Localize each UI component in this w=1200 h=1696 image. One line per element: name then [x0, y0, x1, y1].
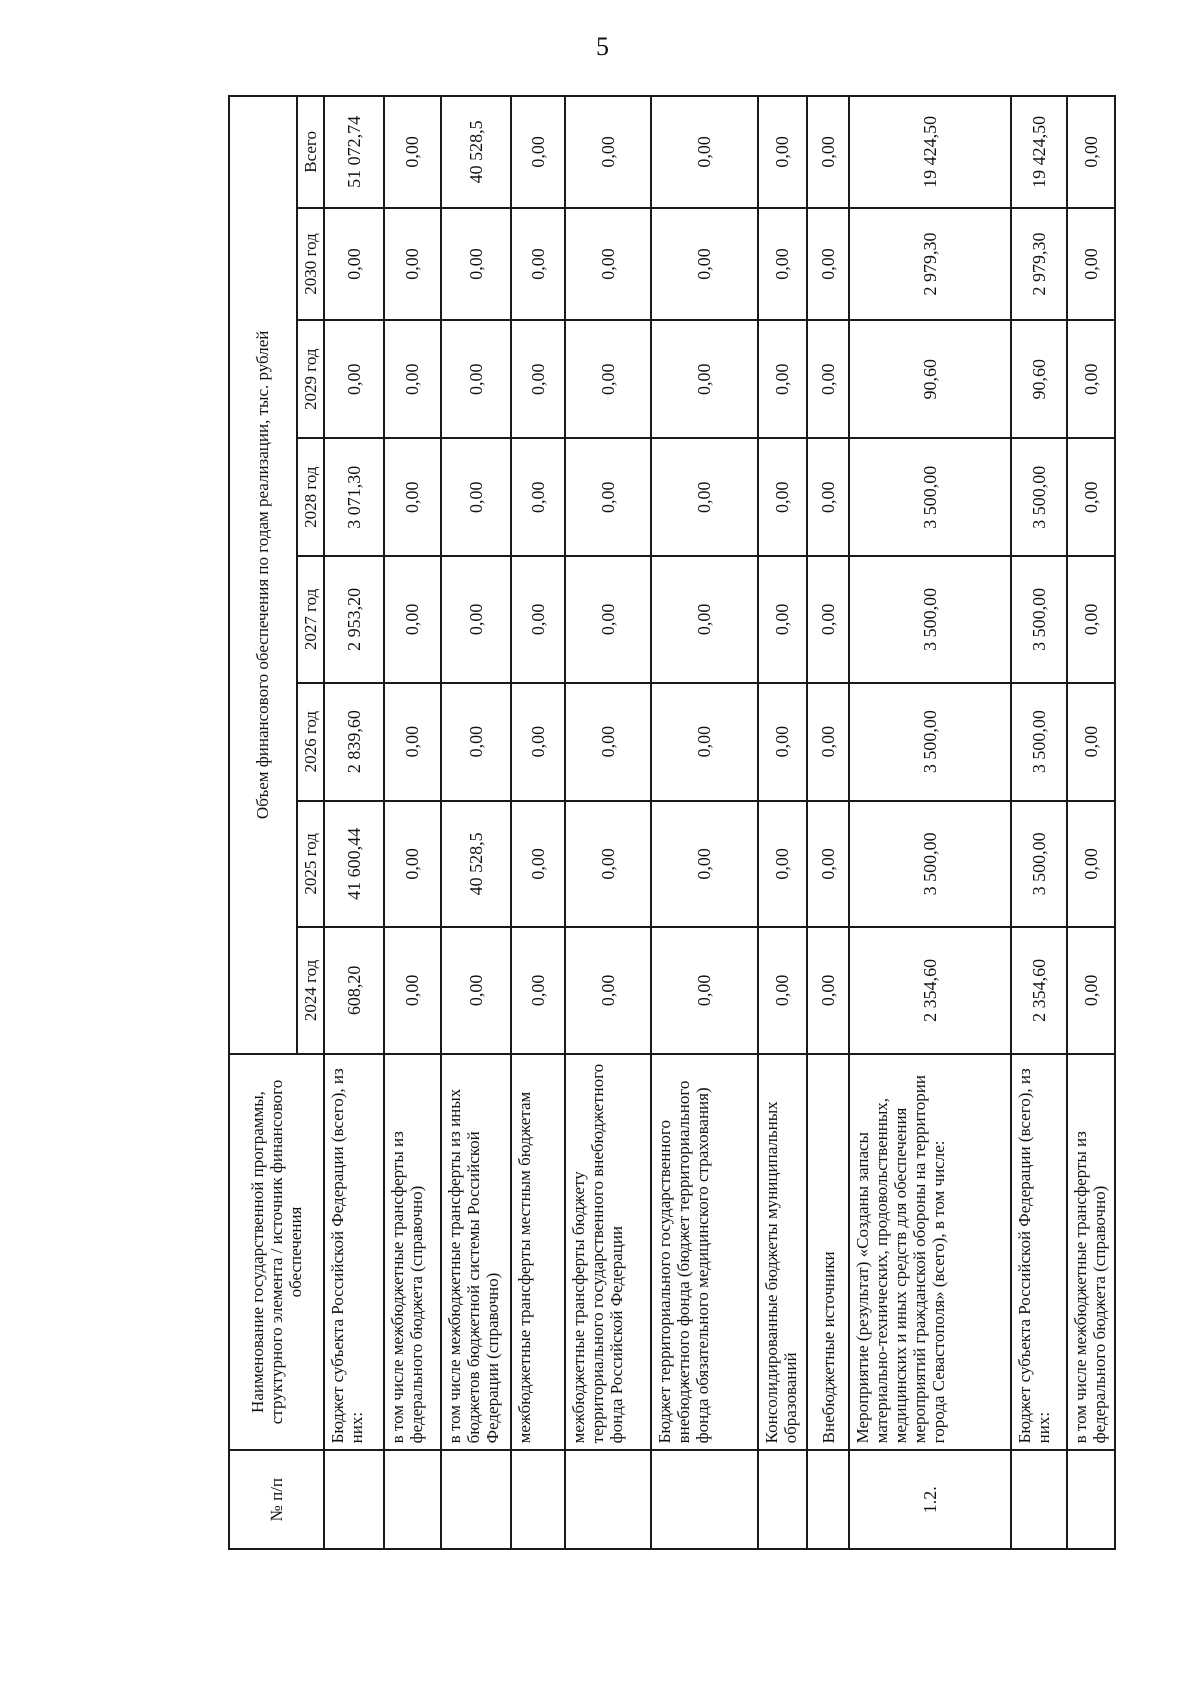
row-number: [384, 1450, 441, 1549]
cell-value: 3 500,00: [849, 683, 1011, 801]
cell-value: 0,00: [758, 556, 807, 683]
cell-value: 0,00: [565, 556, 651, 683]
cell-value: 0,00: [651, 801, 758, 928]
cell-value: 608,20: [324, 927, 384, 1054]
row-source-name: в том числе межбюджетные трансферты из федерального бюджета (справочно): [1067, 1054, 1115, 1451]
header-year: 2027 год: [297, 556, 324, 683]
table-row: [384, 96, 441, 1549]
cell-value: 0,00: [384, 320, 441, 438]
cell-value: 0,00: [384, 927, 441, 1054]
cell-value: 0,00: [511, 556, 565, 683]
cell-total: 0,00: [384, 96, 441, 208]
cell-value: 90,60: [849, 320, 1011, 438]
cell-value: 3 500,00: [1011, 801, 1067, 928]
cell-value: 40 528,5: [441, 801, 511, 928]
header-volume: Объем финансового обеспечения по годам реализации, тыс. рублей: [229, 96, 297, 1054]
cell-value: 0,00: [1067, 320, 1115, 438]
cell-value: 0,00: [565, 208, 651, 321]
row-number: [511, 1450, 565, 1549]
cell-value: 0,00: [758, 927, 807, 1054]
cell-value: 0,00: [565, 801, 651, 928]
cell-value: 2 354,60: [849, 927, 1011, 1054]
header-name: Наименование государственной программы, структурного элемента / источник финансового обеспечения: [229, 1054, 324, 1451]
cell-value: 0,00: [384, 438, 441, 556]
cell-value: 0,00: [1067, 208, 1115, 321]
cell-total: 19 424,50: [1011, 96, 1067, 208]
row-source-name: Внебюджетные источники: [807, 1054, 849, 1451]
cell-value: 0,00: [651, 320, 758, 438]
cell-value: 3 500,00: [849, 801, 1011, 928]
cell-value: 0,00: [565, 683, 651, 801]
cell-value: 0,00: [758, 801, 807, 928]
cell-value: 0,00: [651, 438, 758, 556]
cell-value: 0,00: [511, 320, 565, 438]
cell-value: 0,00: [1067, 801, 1115, 928]
cell-value: 3 500,00: [1011, 438, 1067, 556]
header-total: Всего: [297, 96, 324, 208]
financing-table: [228, 95, 1116, 1550]
row-source-name: межбюджетные трансферты местным бюджетам: [511, 1054, 565, 1451]
row-number: [565, 1450, 651, 1549]
row-number: [441, 1450, 511, 1549]
table-row: [565, 96, 651, 1549]
row-number: [1011, 1450, 1067, 1549]
cell-value: 0,00: [384, 556, 441, 683]
row-number: [1067, 1450, 1115, 1549]
cell-value: 0,00: [758, 208, 807, 321]
cell-value: 0,00: [758, 438, 807, 556]
cell-value: 0,00: [1067, 556, 1115, 683]
cell-value: 2 979,30: [1011, 208, 1067, 321]
table-row: [651, 96, 758, 1549]
cell-value: 0,00: [324, 208, 384, 321]
header-num: № п/п: [229, 1450, 324, 1549]
cell-value: 0,00: [511, 927, 565, 1054]
cell-value: 0,00: [441, 556, 511, 683]
header-year: 2025 год: [297, 801, 324, 928]
table-row: [1011, 96, 1067, 1549]
cell-value: 0,00: [511, 208, 565, 321]
header-year: 2030 год: [297, 208, 324, 321]
cell-value: 0,00: [511, 801, 565, 928]
cell-value: 0,00: [1067, 438, 1115, 556]
row-number: 1.2.: [849, 1450, 1011, 1549]
cell-value: 0,00: [1067, 683, 1115, 801]
cell-value: 2 839,60: [324, 683, 384, 801]
row-source-name: Бюджет территориального государственного внебюджетного фонда (бюджет территориального фонда обязательного медицинского страхования): [651, 1054, 758, 1451]
cell-total: 0,00: [807, 96, 849, 208]
row-number: [651, 1450, 758, 1549]
header-year: 2026 год: [297, 683, 324, 801]
cell-value: 0,00: [565, 438, 651, 556]
cell-value: 0,00: [807, 208, 849, 321]
cell-value: 0,00: [511, 683, 565, 801]
cell-value: 0,00: [324, 320, 384, 438]
cell-value: 0,00: [441, 438, 511, 556]
cell-value: 0,00: [651, 556, 758, 683]
cell-value: 0,00: [758, 683, 807, 801]
row-source-name: Бюджет субъекта Российской Федерации (всего), из них:: [324, 1054, 384, 1451]
table-row: [511, 96, 565, 1549]
row-number: [758, 1450, 807, 1549]
cell-total: 0,00: [565, 96, 651, 208]
table-row: [807, 96, 849, 1549]
cell-value: 2 979,30: [849, 208, 1011, 321]
cell-value: 0,00: [807, 320, 849, 438]
cell-total: 0,00: [511, 96, 565, 208]
cell-value: 0,00: [441, 320, 511, 438]
cell-value: 0,00: [384, 801, 441, 928]
cell-value: 0,00: [511, 438, 565, 556]
cell-value: 0,00: [384, 208, 441, 321]
cell-value: 2 953,20: [324, 556, 384, 683]
cell-value: 0,00: [758, 320, 807, 438]
cell-value: 0,00: [384, 683, 441, 801]
row-source-name: Мероприятие (результат) «Созданы запасы материально-технических, продовольственных, медицинских и иных средств для обеспечения мероприятий гражданской обороны на территории города Севастополя» (всего), в том числе:: [849, 1054, 1011, 1451]
cell-value: 90,60: [1011, 320, 1067, 438]
financing-table-wrapper: [228, 95, 1115, 1550]
cell-value: 0,00: [807, 438, 849, 556]
cell-value: 0,00: [807, 801, 849, 928]
cell-total: 40 528,5: [441, 96, 511, 208]
cell-value: 2 354,60: [1011, 927, 1067, 1054]
row-source-name: межбюджетные трансферты бюджету территориального государственного внебюджетного фонда Российской Федерации: [565, 1054, 651, 1451]
cell-value: 41 600,44: [324, 801, 384, 928]
row-number: [807, 1450, 849, 1549]
page-number: 5: [596, 32, 609, 61]
row-source-name: в том числе межбюджетные трансферты из иных бюджетов бюджетной системы Российской Федерации (справочно): [441, 1054, 511, 1451]
table-row: [324, 96, 384, 1549]
cell-value: 0,00: [441, 683, 511, 801]
cell-total: 0,00: [758, 96, 807, 208]
header-year: 2028 год: [297, 438, 324, 556]
cell-value: 3 500,00: [849, 438, 1011, 556]
cell-value: 3 500,00: [1011, 556, 1067, 683]
row-number: [324, 1450, 384, 1549]
cell-total: 0,00: [1067, 96, 1115, 208]
cell-value: 0,00: [651, 927, 758, 1054]
cell-total: 19 424,50: [849, 96, 1011, 208]
cell-value: 0,00: [441, 927, 511, 1054]
header-year: 2024 год: [297, 927, 324, 1054]
cell-value: 0,00: [651, 683, 758, 801]
cell-value: 3 500,00: [1011, 683, 1067, 801]
cell-value: 0,00: [807, 556, 849, 683]
cell-value: 0,00: [807, 927, 849, 1054]
row-source-name: Бюджет субъекта Российской Федерации (всего), из них:: [1011, 1054, 1067, 1451]
cell-value: 0,00: [565, 320, 651, 438]
cell-value: 3 071,30: [324, 438, 384, 556]
cell-total: 0,00: [651, 96, 758, 208]
cell-value: 0,00: [1067, 927, 1115, 1054]
cell-value: 0,00: [441, 208, 511, 321]
cell-value: 0,00: [651, 208, 758, 321]
cell-value: 0,00: [807, 683, 849, 801]
row-source-name: в том числе межбюджетные трансферты из федерального бюджета (справочно): [384, 1054, 441, 1451]
table-row: [441, 96, 511, 1549]
row-source-name: Консолидированные бюджеты муниципальных образований: [758, 1054, 807, 1451]
cell-value: 0,00: [565, 927, 651, 1054]
table-row: [849, 96, 1011, 1549]
table-row: [1067, 96, 1115, 1549]
cell-total: 51 072,74: [324, 96, 384, 208]
header-year: 2029 год: [297, 320, 324, 438]
cell-value: 3 500,00: [849, 556, 1011, 683]
table-row: [758, 96, 807, 1549]
